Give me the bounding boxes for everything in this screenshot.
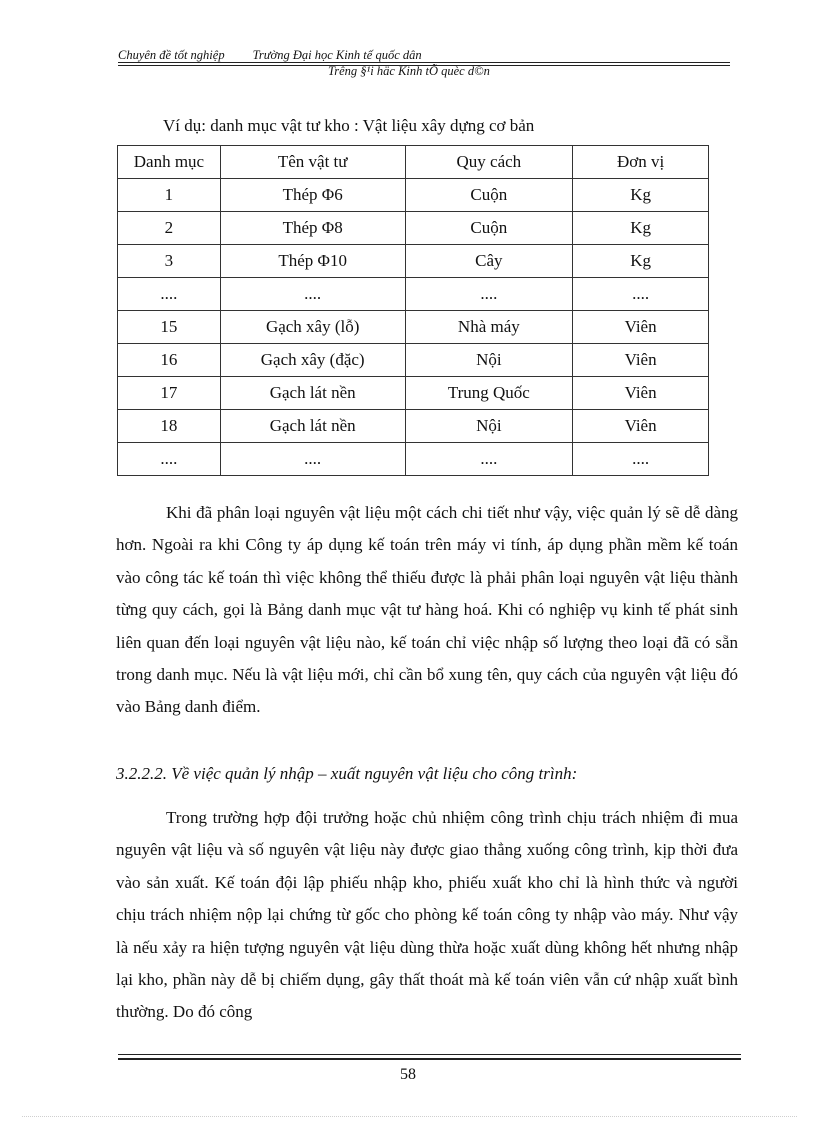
table-cell: Viên bbox=[573, 311, 709, 344]
table-cell: Thép Φ8 bbox=[220, 212, 405, 245]
header-rule bbox=[118, 62, 730, 63]
column-header-category: Danh mục bbox=[118, 146, 221, 179]
page-edge-dotted-line bbox=[22, 1116, 797, 1117]
table-cell: Trung Quốc bbox=[405, 377, 573, 410]
table-cell: Thép Φ6 bbox=[220, 179, 405, 212]
table-cell: Gạch lát nền bbox=[220, 377, 405, 410]
table-row bbox=[118, 377, 709, 410]
table-cell: Cuộn bbox=[405, 212, 573, 245]
body-paragraph-classification bbox=[116, 497, 738, 724]
table-row bbox=[118, 311, 709, 344]
table-cell: Nội bbox=[405, 410, 573, 443]
table-cell: .... bbox=[220, 443, 405, 476]
table-cell: 1 bbox=[118, 179, 221, 212]
table-cell: 2 bbox=[118, 212, 221, 245]
table-row bbox=[118, 179, 709, 212]
page-number: 58 bbox=[400, 1066, 416, 1083]
table-cell: Nội bbox=[405, 344, 573, 377]
table-cell: Viên bbox=[573, 410, 709, 443]
table-cell: .... bbox=[118, 443, 221, 476]
table-cell: Kg bbox=[573, 245, 709, 278]
column-header-specification: Quy cách bbox=[405, 146, 573, 179]
table-cell: Cuộn bbox=[405, 179, 573, 212]
table-cell: Viên bbox=[573, 344, 709, 377]
table-cell: .... bbox=[220, 278, 405, 311]
table-cell: .... bbox=[573, 443, 709, 476]
table-cell: 17 bbox=[118, 377, 221, 410]
table-cell: .... bbox=[118, 278, 221, 311]
header-running-title bbox=[118, 48, 450, 63]
table-row bbox=[118, 278, 709, 311]
header-university: Trường Đại học Kinh tế quốc dân bbox=[252, 48, 422, 62]
table-cell: .... bbox=[405, 443, 573, 476]
column-header-unit: Đơn vị bbox=[573, 146, 709, 179]
paragraph-text: Khi đã phân loại nguyên vật liệu một cách chi tiết như vậy, việc quản lý sẽ dễ dàng hơn. Ngoài ra khi Công ty áp dụng kế toán trên máy vi tính, áp dụng phần mềm kế toán vào công tác kế toán thì việc không thể thiếu được là phải phân loại nguyên vật liệu thành từng quy cách, gọi là Bảng danh mục vật tư hàng hoá. Khi có nghiệp vụ kinh tế phát sinh liên quan đến loại nguyên vật liệu nào, kế toán chỉ việc nhập số lượng theo loại đã có sẵn trong danh mục. Nếu là vật liệu mới, chỉ cần bổ xung tên, quy cách của nguyên vật liệu đó vào Bảng danh điểm. bbox=[116, 503, 738, 717]
column-header-material-name: Tên vật tư bbox=[220, 146, 405, 179]
table-cell: Gạch lát nền bbox=[220, 410, 405, 443]
table-cell: Viên bbox=[573, 377, 709, 410]
table-cell: 3 bbox=[118, 245, 221, 278]
table-row bbox=[118, 443, 709, 476]
example-caption: Ví dụ: danh mục vật tư kho : Vật liệu xây dựng cơ bản bbox=[163, 116, 535, 135]
table-cell: .... bbox=[573, 278, 709, 311]
table-cell: Kg bbox=[573, 212, 709, 245]
table-cell: Nhà máy bbox=[405, 311, 573, 344]
table-cell: Cây bbox=[405, 245, 573, 278]
table-row bbox=[118, 212, 709, 245]
header-garbled-line: Trêng §¹i häc Kinh tÕ quèc d©n bbox=[328, 64, 490, 78]
table-row bbox=[118, 245, 709, 278]
table-cell: .... bbox=[405, 278, 573, 311]
table-cell: 16 bbox=[118, 344, 221, 377]
table-cell: 15 bbox=[118, 311, 221, 344]
table-row bbox=[118, 410, 709, 443]
body-paragraph-import-export bbox=[116, 802, 738, 1029]
footer-rule bbox=[118, 1054, 741, 1055]
paragraph-text: Trong trường hợp đội trưởng hoặc chủ nhiệm công trình chịu trách nhiệm đi mua nguyên vật liệu và số nguyên vật liệu này được giao thẳng xuống công trình, kịp thời đưa vào sản xuất. Kế toán đội lập phiếu nhập kho, phiếu xuất kho chỉ là hình thức và người chịu trách nhiệm nộp lại chứng từ gốc cho phòng kế toán công ty nhập vào máy. Như vậy là nếu xảy ra hiện tượng nguyên vật liệu dùng thừa hoặc xuất dùng không hết nhưng nhập lại kho, phần này dễ bị chiếm dụng, gây thất thoát mà kế toán viên vẫn cứ nhập xuất bình thường. Do đó công bbox=[116, 808, 738, 1022]
table-row bbox=[118, 344, 709, 377]
header-thesis-label: Chuyên đề tốt nghiệp bbox=[118, 48, 225, 62]
section-heading: 3.2.2.2. Về việc quản lý nhập – xuất nguyên vật liệu cho công trình: bbox=[116, 764, 578, 783]
table-cell: 18 bbox=[118, 410, 221, 443]
table-header-row bbox=[118, 146, 709, 179]
table-cell: Kg bbox=[573, 179, 709, 212]
footer-rule-thick bbox=[118, 1058, 741, 1060]
table-cell: Gạch xây (đặc) bbox=[220, 344, 405, 377]
table-cell: Thép Φ10 bbox=[220, 245, 405, 278]
table-cell: Gạch xây (lỗ) bbox=[220, 311, 405, 344]
material-catalog-table bbox=[117, 145, 709, 476]
